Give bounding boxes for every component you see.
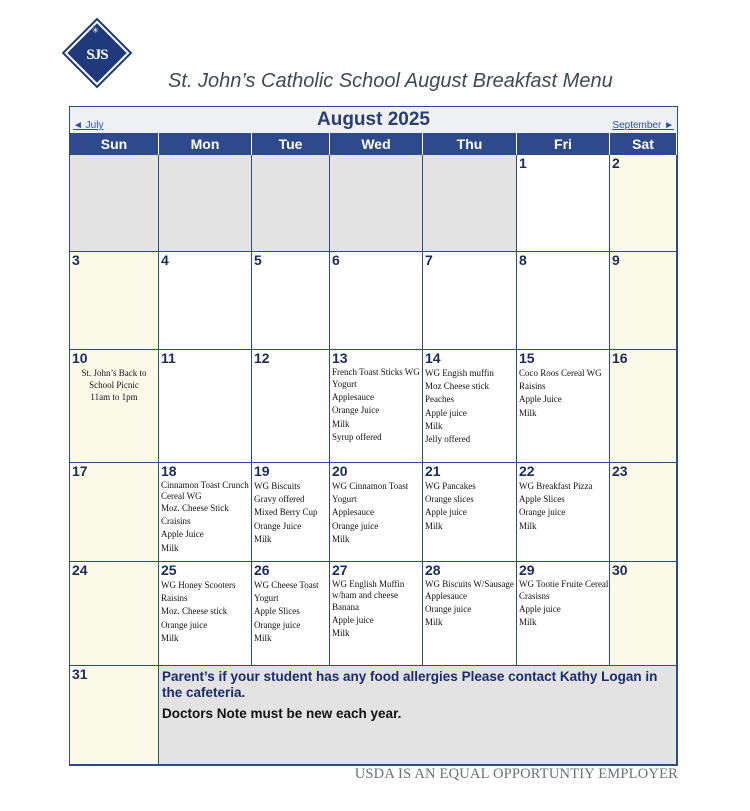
menu-item: Gravy offered bbox=[254, 494, 305, 505]
allergy-notice-text: Parent’s if your student has any food allergies Please contact Kathy Logan in the cafeteria. bbox=[162, 669, 658, 700]
menu-item: Coco Roos Cereal WG bbox=[519, 368, 602, 378]
menu-item: Apple Juice bbox=[161, 529, 204, 540]
menu-item: WG Pancakes bbox=[425, 481, 476, 491]
month-title: August 2025 bbox=[317, 109, 430, 130]
menu-item: Raisins bbox=[161, 593, 188, 604]
day-number: 24 bbox=[72, 562, 88, 578]
menu-item: Crasisns bbox=[519, 591, 550, 601]
page-title: St. John’s Catholic School August Breakfast Menu bbox=[168, 70, 613, 92]
menu-items bbox=[159, 578, 251, 645]
menu-items bbox=[70, 366, 158, 403]
day-number: 3 bbox=[72, 252, 80, 268]
day-number: 11 bbox=[161, 350, 176, 366]
day-cell-13 bbox=[330, 350, 423, 463]
day-cell-24 bbox=[70, 562, 159, 666]
footer-text: USDA IS AN EQUAL OPPORTUNTIY EMPLOYER bbox=[354, 766, 678, 782]
day-cell-2 bbox=[610, 155, 677, 252]
day-cell-17 bbox=[70, 463, 159, 562]
day-cell-12 bbox=[252, 350, 330, 463]
menu-items bbox=[517, 479, 609, 533]
menu-item: Milk bbox=[161, 632, 179, 643]
weekday-thu: Thu bbox=[423, 133, 517, 155]
day-number: 17 bbox=[72, 463, 88, 479]
day-cell-7 bbox=[423, 252, 517, 350]
menu-items bbox=[423, 479, 516, 533]
menu-items bbox=[423, 578, 516, 630]
menu-item: Apple Juice bbox=[519, 394, 562, 405]
day-number: 10 bbox=[72, 350, 88, 366]
weekday-sat: Sat bbox=[610, 133, 677, 155]
menu-item: Yogurt bbox=[332, 494, 357, 505]
empty-day-cell bbox=[70, 155, 159, 252]
menu-item: Milk bbox=[332, 533, 350, 544]
day-cell-20 bbox=[330, 463, 423, 562]
menu-item: WG Honey Scooters bbox=[161, 580, 236, 590]
menu-items bbox=[252, 578, 329, 645]
menu-items bbox=[330, 366, 422, 444]
day-cell-19 bbox=[252, 463, 330, 562]
menu-item: Milk bbox=[254, 533, 272, 544]
day-cell-26 bbox=[252, 562, 330, 666]
menu-item: Orange juice bbox=[254, 619, 301, 630]
weekday-wed: Wed bbox=[330, 133, 423, 155]
day-number: 12 bbox=[254, 350, 270, 366]
weekday-sun: Sun bbox=[70, 133, 159, 155]
menu-items bbox=[423, 366, 516, 446]
menu-item: Mixed Berry Cup bbox=[254, 507, 318, 518]
empty-day-cell bbox=[423, 155, 517, 252]
day-cell-28 bbox=[423, 562, 517, 666]
menu-item: Orange juice bbox=[519, 507, 566, 518]
menu-item: Orange juice bbox=[161, 619, 208, 630]
day-number: 13 bbox=[332, 350, 348, 366]
day-cell-22 bbox=[517, 463, 610, 562]
menu-item: Applesauce bbox=[332, 392, 374, 403]
day-number: 1 bbox=[519, 155, 527, 171]
weekday-header-row bbox=[70, 133, 677, 155]
menu-item: Apple juice bbox=[519, 604, 561, 615]
day-cell-31 bbox=[70, 666, 159, 765]
menu-item: Orange juice bbox=[425, 604, 472, 615]
day-cell-5 bbox=[252, 252, 330, 350]
menu-item: Milk bbox=[425, 520, 443, 531]
next-month-link[interactable]: September ► bbox=[612, 120, 674, 131]
day-cell-11 bbox=[159, 350, 252, 463]
day-cell-18 bbox=[159, 463, 252, 562]
day-cell-29 bbox=[517, 562, 610, 666]
menu-item: WG Cheese Toast bbox=[254, 580, 319, 590]
menu-item: Apple juice bbox=[425, 407, 467, 418]
menu-item: Orange Juice bbox=[332, 405, 380, 416]
menu-item: Milk bbox=[519, 617, 537, 628]
menu-item: Apple Slices bbox=[254, 606, 300, 617]
menu-item: Milk bbox=[519, 520, 537, 531]
calendar bbox=[69, 106, 678, 766]
day-number: 9 bbox=[612, 252, 620, 268]
menu-item: Peaches bbox=[425, 394, 454, 405]
menu-item: Yogurt bbox=[254, 593, 279, 604]
menu-item: WG Engish muffin bbox=[425, 368, 494, 378]
menu-item: Raisins bbox=[519, 381, 546, 392]
day-number: 21 bbox=[425, 463, 441, 479]
menu-item: Milk bbox=[425, 420, 443, 431]
prev-month-link[interactable]: ◄ July bbox=[73, 120, 104, 131]
day-cell-27 bbox=[330, 562, 423, 666]
day-cell-6 bbox=[330, 252, 423, 350]
day-number: 14 bbox=[425, 350, 441, 366]
menu-items bbox=[159, 479, 251, 555]
day-cell-23 bbox=[610, 463, 677, 562]
day-number: 7 bbox=[425, 252, 433, 268]
day-cell-14 bbox=[423, 350, 517, 463]
day-number: 29 bbox=[519, 562, 535, 578]
menu-items bbox=[330, 479, 422, 546]
day-cell-21 bbox=[423, 463, 517, 562]
day-cell-15 bbox=[517, 350, 610, 463]
doctors-note-text: Doctors Note must be new each year. bbox=[162, 706, 402, 721]
day-cell-1 bbox=[517, 155, 610, 252]
day-number: 16 bbox=[612, 350, 628, 366]
allergy-notice bbox=[159, 666, 677, 765]
empty-day-cell bbox=[330, 155, 423, 252]
day-number: 8 bbox=[519, 252, 527, 268]
menu-item: Banana bbox=[332, 602, 359, 612]
menu-item: Milk bbox=[519, 407, 537, 418]
menu-item: Orange Juice bbox=[254, 520, 302, 531]
menu-item: Milk bbox=[332, 628, 350, 639]
menu-item: Applesauce bbox=[425, 591, 467, 601]
day-number: 18 bbox=[161, 463, 177, 479]
menu-item: Apple juice bbox=[425, 507, 467, 518]
school-logo-text: SJS bbox=[86, 46, 108, 63]
menu-item: Syrup offered bbox=[332, 431, 382, 442]
menu-item: Milk bbox=[254, 632, 272, 643]
day-number: 30 bbox=[612, 562, 628, 578]
day-number: 15 bbox=[519, 350, 535, 366]
menu-item: Yogurt bbox=[332, 379, 357, 389]
menu-item: WG Biscuits bbox=[254, 481, 301, 491]
menu-item: WG Cinnamon Toast bbox=[332, 481, 409, 491]
day-number: 20 bbox=[332, 463, 348, 479]
day-number: 6 bbox=[332, 252, 340, 268]
menu-item: 11am to 1pm bbox=[90, 392, 138, 402]
menu-item: Jelly offered bbox=[425, 434, 471, 445]
menu-item: Applesauce bbox=[332, 507, 374, 518]
menu-items bbox=[517, 578, 609, 630]
day-number: 4 bbox=[161, 252, 169, 268]
menu-item: Moz. Cheese Stick bbox=[161, 503, 229, 513]
empty-day-cell bbox=[252, 155, 330, 252]
menu-item: WG Tootie Fruite Cereal bbox=[519, 579, 609, 589]
day-number: 2 bbox=[612, 155, 620, 171]
day-cell-30 bbox=[610, 562, 677, 666]
menu-item: Apple Slices bbox=[519, 494, 565, 505]
menu-item: Moz. Cheese stick bbox=[161, 606, 228, 617]
menu-item: WG English Muffin w/ham and cheese bbox=[332, 579, 405, 600]
menu-item: WG Breakfast Pizza bbox=[519, 481, 593, 491]
menu-item: WG Biscuits W/Sausage bbox=[425, 579, 514, 589]
menu-item: French Toast Sticks WG bbox=[332, 367, 420, 377]
menu-item: Apple juice bbox=[332, 615, 374, 626]
day-cell-25 bbox=[159, 562, 252, 666]
cross-icon: ✳ bbox=[92, 26, 99, 35]
day-cell-9 bbox=[610, 252, 677, 350]
menu-items bbox=[330, 578, 422, 641]
menu-item: Orange slices bbox=[425, 494, 474, 505]
empty-day-cell bbox=[159, 155, 252, 252]
day-number: 23 bbox=[612, 463, 628, 479]
weekday-mon: Mon bbox=[159, 133, 252, 155]
day-number: 5 bbox=[254, 252, 262, 268]
menu-item: Milk bbox=[332, 418, 350, 429]
menu-item: Milk bbox=[161, 542, 179, 553]
day-number: 19 bbox=[254, 463, 270, 479]
day-cell-4 bbox=[159, 252, 252, 350]
day-number: 22 bbox=[519, 463, 535, 479]
day-number: 25 bbox=[161, 562, 177, 578]
weekday-fri: Fri bbox=[517, 133, 610, 155]
day-number: 27 bbox=[332, 562, 348, 578]
day-cell-10 bbox=[70, 350, 159, 463]
menu-item: Craisins bbox=[161, 516, 191, 527]
menu-item: St. John’s Back to School Picnic bbox=[81, 368, 147, 390]
day-cell-8 bbox=[517, 252, 610, 350]
day-cell-3 bbox=[70, 252, 159, 350]
day-number: 28 bbox=[425, 562, 441, 578]
menu-items bbox=[517, 366, 609, 420]
menu-item: Milk bbox=[425, 617, 443, 628]
day-number: 26 bbox=[254, 562, 270, 578]
menu-item: Cinnamon Toast Crunch Cereal WG bbox=[161, 480, 249, 501]
menu-items bbox=[252, 479, 329, 546]
menu-item: Orange juice bbox=[332, 520, 379, 531]
day-number: 31 bbox=[72, 666, 88, 682]
weekday-tue: Tue bbox=[252, 133, 330, 155]
day-cell-16 bbox=[610, 350, 677, 463]
menu-item: Moz Cheese stick bbox=[425, 381, 489, 392]
month-bar bbox=[70, 107, 677, 133]
